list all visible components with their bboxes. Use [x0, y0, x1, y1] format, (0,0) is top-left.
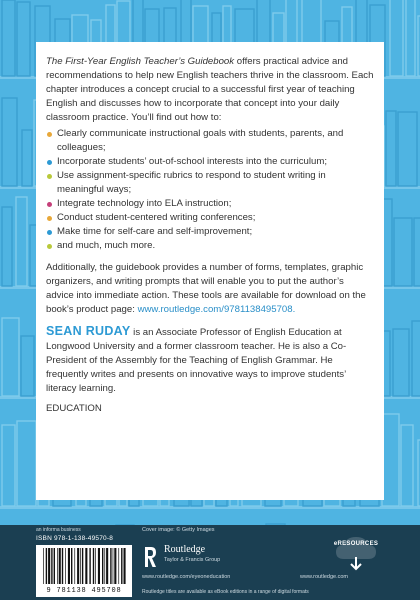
barcode-number: 9 781138 495708 — [46, 587, 122, 595]
list-item — [46, 155, 374, 169]
resources-paragraph — [46, 261, 374, 317]
book-spine — [412, 321, 420, 396]
book-spine — [406, 0, 415, 76]
book-spine — [398, 112, 417, 186]
book-spine — [390, 0, 403, 76]
barcode-bar — [85, 548, 87, 584]
footer-band — [0, 525, 420, 600]
barcode-bar — [57, 548, 58, 584]
book-title-italic: The First-Year English Teacher’s Guidebook — [46, 56, 235, 67]
list-item-text: Integrate technology into ELA instruction; — [57, 198, 232, 209]
book-spine — [382, 414, 399, 506]
ebook-note: Routledge titles are available as eBook editions in a range of digital formats — [142, 589, 309, 595]
barcode-bar — [114, 548, 116, 584]
book-spine — [21, 336, 34, 396]
barcode-bar — [80, 548, 81, 584]
book-spine — [2, 207, 12, 286]
barcode-bar — [104, 548, 105, 584]
book-spine — [2, 98, 17, 186]
barcode-bar — [71, 548, 72, 584]
bullet-dot-icon — [47, 244, 52, 249]
feature-list — [46, 127, 374, 253]
barcode-bar — [93, 548, 94, 584]
barcode-bar — [124, 548, 126, 584]
book-spine — [401, 425, 413, 506]
barcode-bar — [68, 548, 70, 584]
barcode-bar — [43, 548, 44, 584]
cover-credit: Cover image: © Getty Images — [142, 527, 215, 533]
barcode-bar — [74, 548, 75, 584]
list-item-text: Conduct student-centered writing conferences; — [57, 212, 256, 223]
intro-text: offers practical advice and recommendations to help new English teachers thrive in the classroom. Each chapter introduces a concept crucial to a successful first year of teaching English and discusses how to incorporate that concept into your daily classroom practice. You’ll find out how to: — [46, 56, 374, 123]
barcode-bar — [54, 548, 55, 584]
list-item — [46, 127, 374, 155]
list-item — [46, 239, 374, 253]
publisher-group: Taylor & Francis Group — [164, 557, 221, 563]
barcode-bar — [106, 548, 108, 584]
list-item-text: Clearly communicate instructional goals with students, parents, and colleagues; — [57, 128, 344, 153]
informa-tagline: an informa business — [36, 527, 81, 533]
barcode-bar — [118, 548, 119, 584]
bullet-dot-icon — [47, 230, 52, 235]
download-cloud-icon — [330, 533, 382, 575]
isbn-label: ISBN 978-1-138-49570-8 — [36, 535, 114, 542]
bullet-dot-icon — [47, 202, 52, 207]
publisher-url[interactable]: www.routledge.com/eyeoneducation — [142, 574, 231, 580]
book-spine — [17, 2, 30, 76]
book-spine — [394, 218, 412, 286]
book-spine — [16, 197, 27, 286]
list-item-text: Make time for self-care and self-improvement; — [57, 226, 253, 237]
author-name: SEAN RUDAY — [46, 324, 131, 338]
bullet-dot-icon — [47, 216, 52, 221]
intro-paragraph — [46, 55, 374, 125]
eresources-badge — [330, 533, 382, 575]
book-spine — [22, 130, 32, 186]
barcode-bar — [59, 548, 61, 584]
eresources-label: eRESOURCES — [333, 541, 379, 547]
product-page-link[interactable]: www.routledge.com/9781138495708. — [137, 304, 296, 315]
resources-text: Additionally, the guidebook provides a number of forms, templates, graphic organizers, and writing prompts that will enable you to put the author’s advice into immediate action. These tools are available for download on the book’s product page: — [46, 262, 366, 315]
list-item — [46, 225, 374, 239]
barcode-bar — [48, 548, 50, 584]
bullet-dot-icon — [47, 132, 52, 137]
resources-url[interactable]: www.routledge.com — [300, 574, 348, 580]
barcode-bar — [65, 548, 66, 584]
barcode — [36, 545, 132, 597]
list-item — [46, 169, 374, 197]
category-label: EDUCATION — [46, 403, 102, 414]
barcode-bar — [102, 548, 103, 584]
bullet-dot-icon — [47, 174, 52, 179]
author-bio — [46, 324, 374, 396]
barcode-bar — [77, 548, 79, 584]
barcode-bar — [51, 548, 52, 584]
list-item-text: and much, much more. — [57, 240, 156, 251]
barcode-bar — [89, 548, 90, 584]
book-spine — [2, 0, 15, 76]
routledge-logo-icon — [142, 545, 158, 569]
barcode-bar — [113, 548, 114, 584]
list-item-text: Use assignment-specific rubrics to respond to student writing in meaningful ways; — [57, 170, 326, 195]
book-spine — [414, 218, 420, 286]
bullet-dot-icon — [47, 160, 52, 165]
barcode-bar — [46, 548, 47, 584]
barcode-bar — [95, 548, 96, 584]
list-item — [46, 197, 374, 211]
barcode-bars — [42, 548, 126, 586]
book-spine — [2, 425, 15, 506]
list-item-text: Incorporate students’ out-of-school interests into the curriculum; — [57, 156, 327, 167]
barcode-bar — [82, 548, 83, 584]
blurb-panel — [36, 42, 384, 500]
book-spine — [393, 329, 409, 396]
barcode-bar — [62, 548, 63, 584]
publisher-name: Routledge — [164, 544, 206, 555]
barcode-bar — [98, 548, 100, 584]
book-spine — [2, 318, 19, 396]
list-item — [46, 211, 374, 225]
author-bio-text: is an Associate Professor of English Education at Longwood University and a former classroom teacher. He is also a Co-President of the Assembly for the Teaching of English Grammar. He frequently writes and presents on innovative ways to improve students’ literacy learning. — [46, 327, 347, 394]
barcode-bar — [110, 548, 111, 584]
book-spine — [17, 421, 36, 506]
book-spine — [386, 111, 396, 186]
barcode-bar — [121, 548, 122, 584]
